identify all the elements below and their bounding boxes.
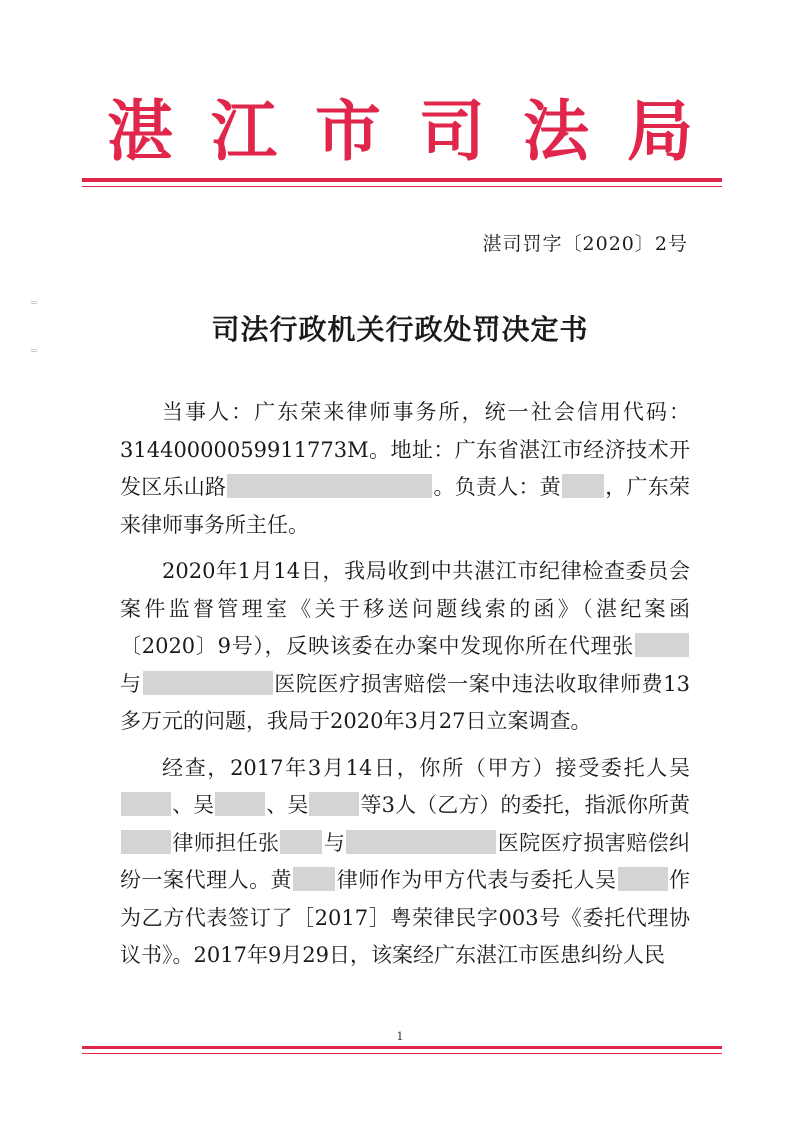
footer-rule-thin (82, 1053, 722, 1054)
paragraph-case-filing (120, 553, 690, 741)
page-number: 1 (396, 1030, 404, 1043)
paragraph-text: 与 (120, 671, 142, 696)
paragraph-text: 律师担任张 (172, 830, 280, 855)
document-title: 司法行政机关行政处罚决定书 (211, 313, 589, 346)
paragraph-text: 医院医疗损害赔偿纠纷一案代理人。黄 (120, 830, 691, 892)
letterhead-rule-thick (82, 178, 722, 182)
redaction-block (635, 633, 689, 657)
paragraph-text: 、吴 (266, 793, 309, 817)
document-body (120, 394, 690, 984)
redaction-block (121, 792, 171, 816)
redaction-block (309, 792, 359, 816)
paragraph-text: 经查，2017年3月14日，你所（甲方）接受委托人吴 (162, 755, 690, 780)
paragraph-text: 当事人：广东荣来律师事务所，统一社会信用代码：31440000059911773M。地址：广东省湛江市经济技术开发区乐山路 (120, 400, 690, 499)
document-number: 湛司罚字〔2020〕2号 (482, 233, 688, 255)
redaction-block (346, 830, 496, 854)
paragraph-text: 律师作为甲方代表与委托人吴 (336, 868, 617, 892)
redaction-block (215, 792, 265, 816)
binding-mark: = (30, 298, 39, 309)
footer-rule-thick (82, 1046, 722, 1049)
redaction-block (143, 671, 273, 695)
paragraph-text: 医院医疗损害赔偿一案中违法收取律师费13多万元的问题，我局于2020年3月27日立案调查。 (120, 671, 690, 733)
paragraph-text: 、吴 (172, 793, 215, 817)
paragraph-text: ，广东荣来律师事务所主任。 (120, 475, 690, 537)
paragraph-text: 与 (323, 830, 346, 855)
paragraph-text: 。负责人：黄 (433, 475, 561, 499)
paragraph-text: 2020年1月14日，我局收到中共湛江市纪律检查委员会案件监督管理室《关于移送问题线索的函》（湛纪案函〔2020〕9号），反映该委在办案中发现你所在代理张 (120, 559, 690, 658)
redaction-block (618, 867, 668, 891)
redaction-block (293, 867, 335, 891)
paragraph-text: 等3人（乙方）的委托，指派你所黄 (360, 793, 691, 817)
binding-mark: = (30, 346, 39, 357)
paragraph-party (120, 394, 690, 544)
redaction-block (280, 830, 322, 854)
paragraph-findings (120, 750, 690, 975)
redaction-block (562, 474, 604, 498)
letterhead-org-name: 湛江市司法局 (107, 92, 731, 170)
paragraph-text: 作为乙方代表签订了［2017］粤荣律民字003号《委托代理协议书》。2017年9月29日，该案经广东湛江市医患纠纷人民 (120, 868, 691, 967)
redaction-block (121, 830, 171, 854)
redaction-block (227, 474, 432, 498)
letterhead-rule-thin (82, 186, 722, 187)
